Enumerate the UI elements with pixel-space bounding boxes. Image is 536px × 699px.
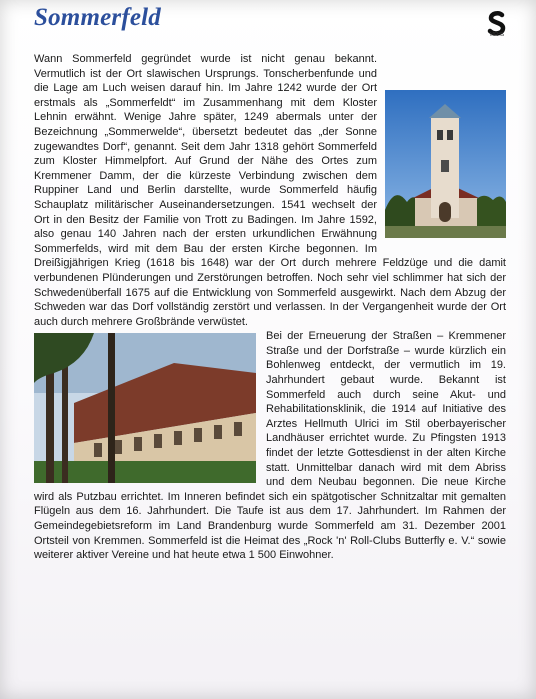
clinic-photo: [34, 333, 256, 483]
history-text: Wann Sommerfeld gegründet wurde ist nicht genau bekannt. Vermutlich ist der Ort slawischen Ursprungs. Tonscherbenfunde und die Lage am Luch weisen darauf hin. Im Jahre 1242 wurde der Ort erstmals als „Sommerfeldt“ im Zusammenhang mit dem Kloster Lehnin erwähnt. Wenige Jahre später, 1249 abermals unter der Bezeichnung „Sommerwelde“, übersetzt bedeutet das „der Sonne zugewandtes Dorf“, genannt. Seit dem Jahr 1318 gehört Sommerfeld zum Kloster Himmelpfort. Auf Grund der Nähe des Ortes zum Kremmener Damm, der die kürzeste Verbindung zwischen dem Ruppiner Land und Berlin darstellte, wurde Sommerfeld häufig Schauplatz militärischer Auseinandersetzungen. 1541 wechselt der Ort in den Besitz der Familie von Trott zu Badingen. Im Jahre 1592, also genau 140 Jahren nach der ersten urkundlichen Erwähnung Sommerfelds, wird mit dem Bau der ersten Kirche begonnen. Im Dreißigjährigen Krieg (1618 bis 1648) war der Ort durch mehrere Feldzüge und die damit verbundenen Plünderungen und Zerstörungen betroffen. Noch sehr viel schlimmer hat sich der Schwedenüberfall 1675 auf die Entwicklung von Sommerfeld ausgewirkt. Nach dem Abzug der Schweden war das Dorf vollständig zerstört und verlassen. In der Vergangenheit wurde der Ort auch durch mehrere Großbrände verwüstet.: [34, 53, 506, 328]
sign-title: Sommerfeld: [34, 4, 161, 31]
logo-caption: MFHS: [489, 32, 505, 38]
sign-body: [34, 52, 506, 563]
history-text-continued: Bei der Erneuerung der Straßen – Kremmener Straße und der Dorfstraße – wurde kürzlich ein Bohlenweg entdeckt, der vermutlich im 19. Jahrhundert gebaut wurde. Bekannt ist Sommerfeld auch durch seine Akut- und Rehabilitationsklinik, die 1914 auf Initiative des Arztes Hellmuth Ulrici im Stil oberbayerischer Landhäuser errichtet wurde. Zu Pfingsten 1913 findet der letzte Gottesdienst in der alten Kirche statt. Unmittelbar danach wird mit dem Abriss und dem Neubau begonnen. Die neue Kirche wird als Putzbau errichtet. Im Inneren befindet sich ein spätgotischer Schnitzaltar mit gemalten Flügeln aus dem 16. Jahrhundert. Die Taufe ist aus dem 17. Jahrhundert. Im Rahmen der Gemeindegebietsreform im Land Brandenburg wurde Sommerfeld am 31. Dezember 2001 Ortsteil von Kremmen. Sommerfeld ist die Heimat des „Rock 'n' Roll-Clubs Butterfly e. V.“ sowie weiterer aktiver Vereine und hat heute etwa 1 500 Einwohner.: [34, 330, 506, 562]
church-photo: [385, 90, 506, 238]
